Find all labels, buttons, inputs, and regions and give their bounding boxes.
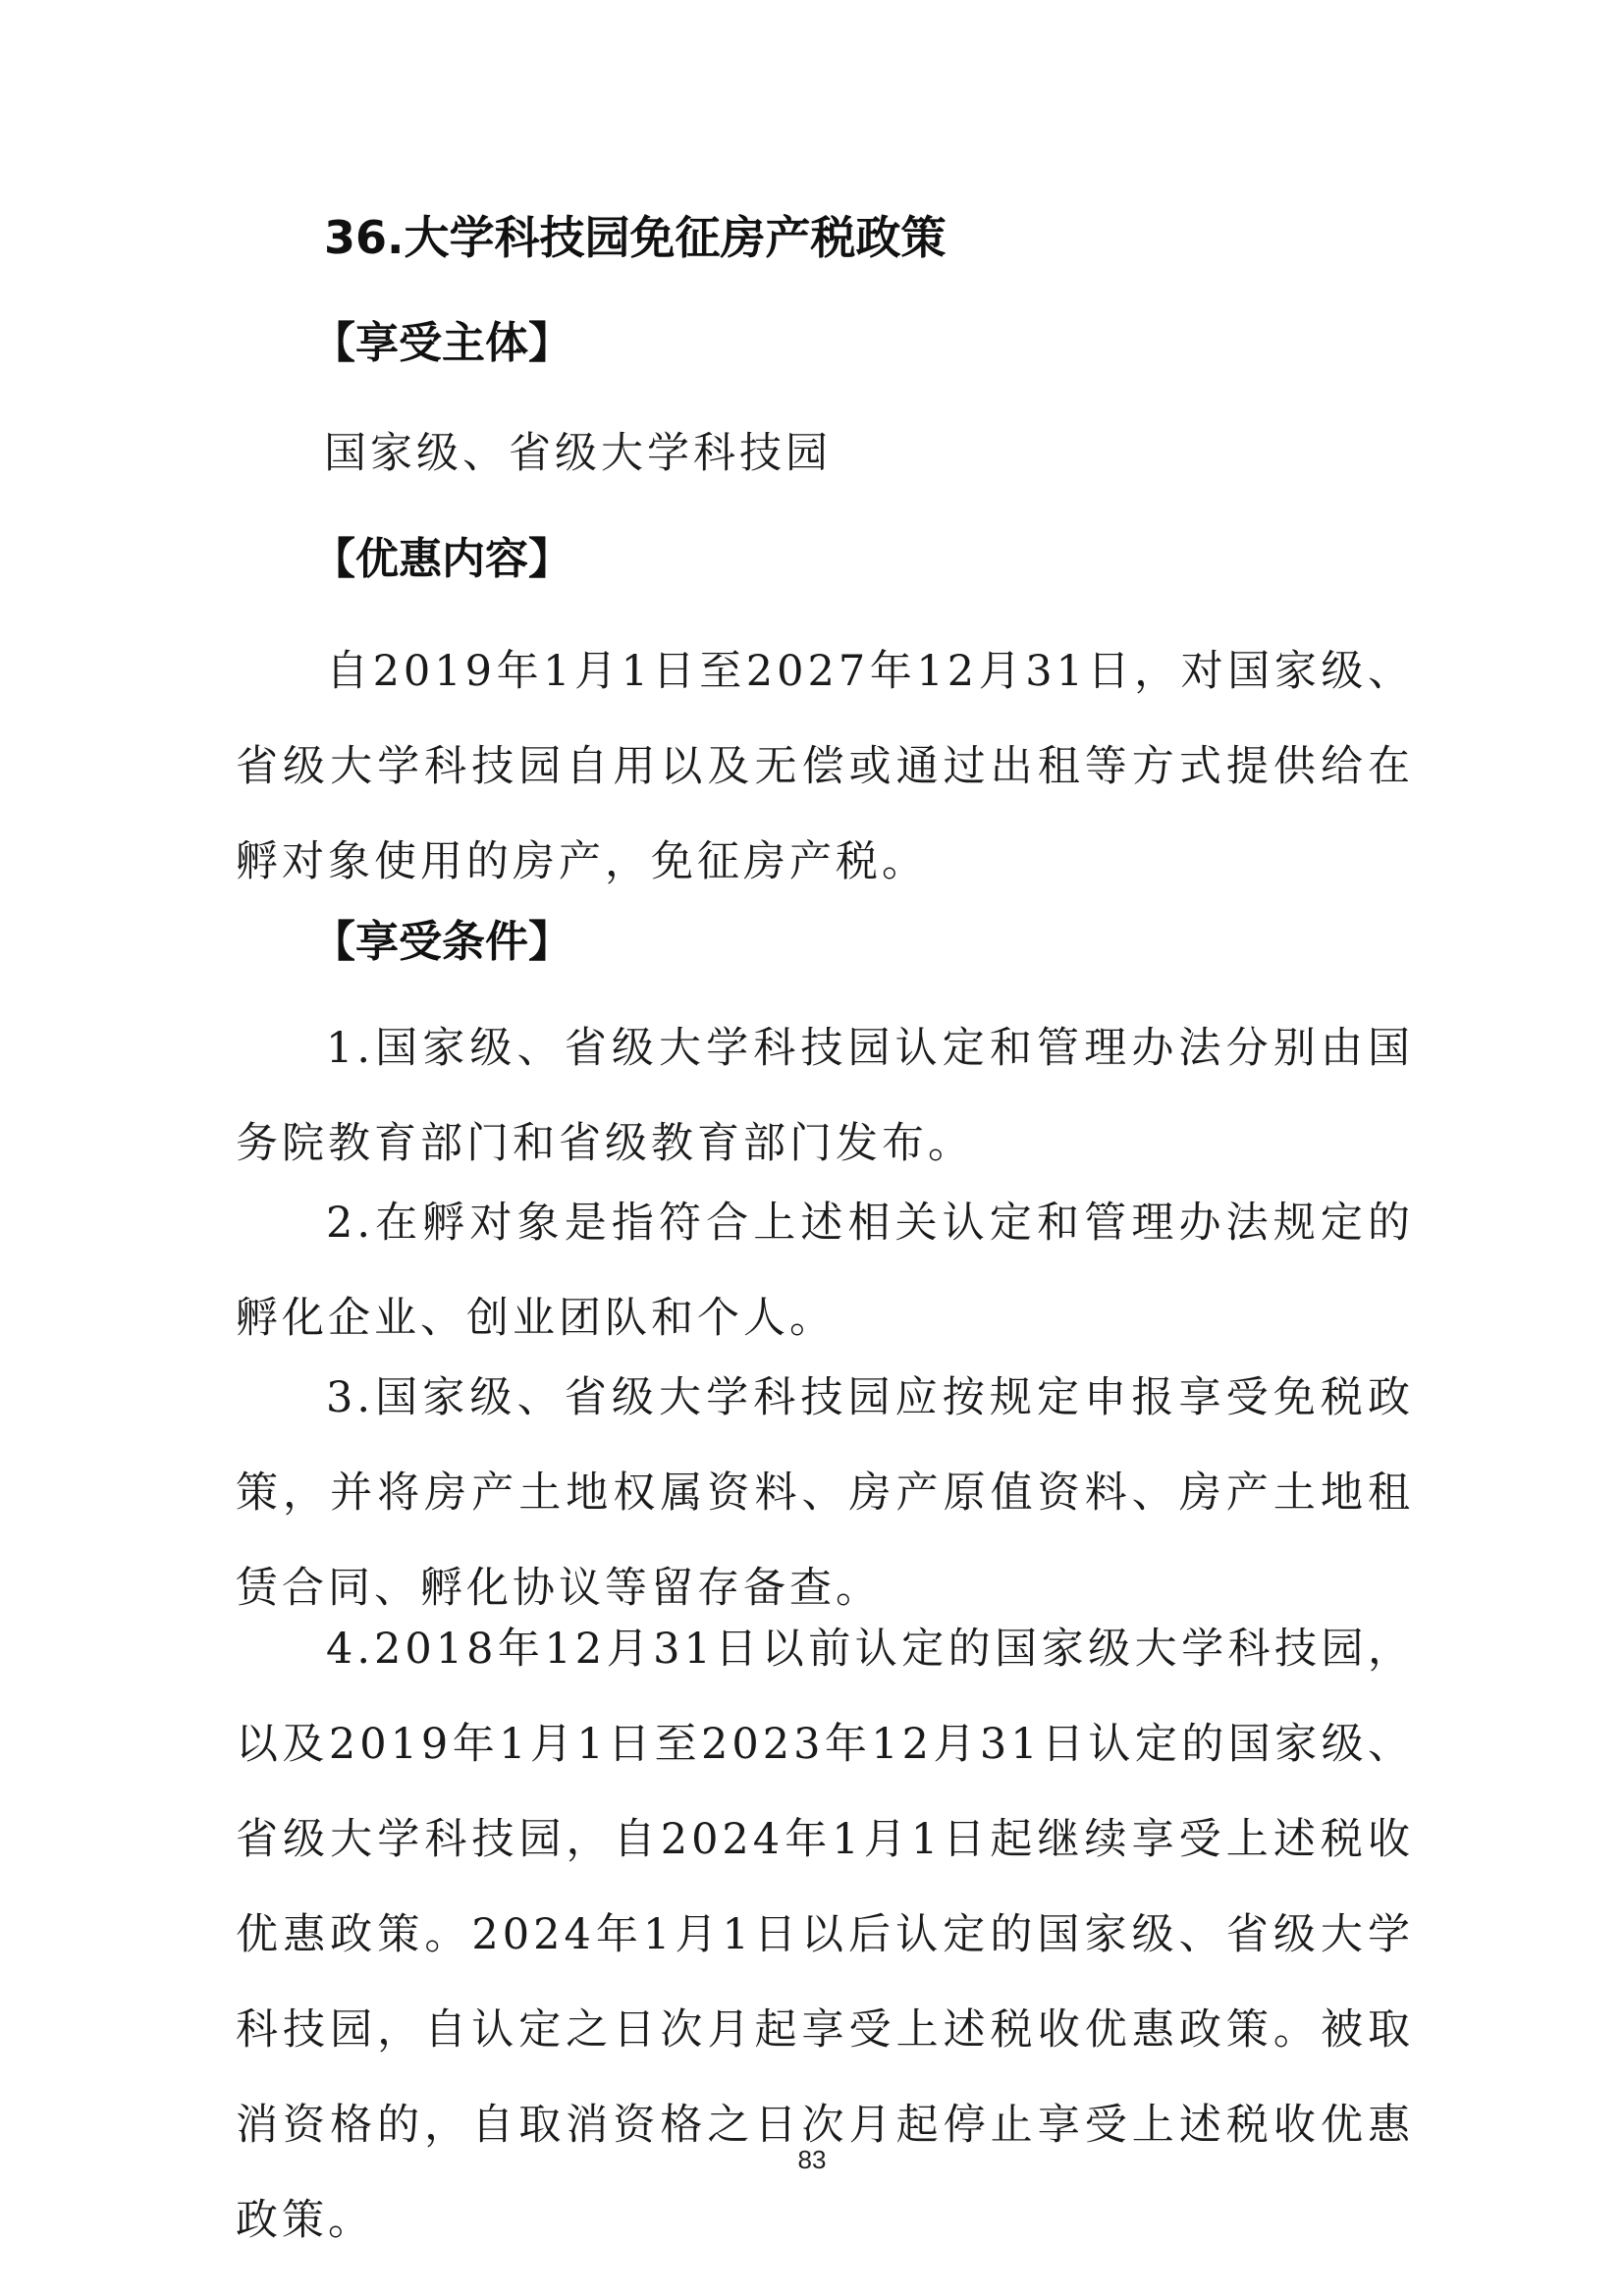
beneficiary-text: 国家级、省级大学科技园	[324, 429, 832, 478]
section-heading-beneficiary: 【享受主体】	[312, 318, 571, 368]
page-number: 83	[797, 2145, 827, 2174]
section-heading-benefit: 【优惠内容】	[312, 534, 571, 584]
section-heading-conditions: 【享受条件】	[312, 917, 571, 967]
condition-item-2: 2.在孵对象是指符合上述相关认定和管理办法规定的孵化企业、创业团队和个人。	[236, 1199, 1414, 1343]
condition-item-3: 3.国家级、省级大学科技园应按规定申报享受免税政策，并将房产土地权属资料、房产原值资料、房产土地租赁合同、孵化协议等留存备查。	[236, 1373, 1414, 1613]
condition-item-1: 1.国家级、省级大学科技园认定和管理办法分别由国务院教育部门和省级教育部门发布。	[236, 1024, 1414, 1168]
condition-item-4: 4.2018年12月31日以前认定的国家级大学科技园，以及2019年1月1日至2023年12月31日认定的国家级、省级大学科技园，自2024年1月1日起继续享受上述税收优惠政策。2024年1月1日以后认定的国家级、省级大学科技园，自认定之日次月起享受上述税收优惠政策。被取消资格的，自取消资格之日次月起停止享受上述税收优惠政策。	[236, 1625, 1414, 2245]
benefit-paragraph: 自2019年1月1日至2027年12月31日，对国家级、省级大学科技园自用以及无偿或通过出租等方式提供给在孵对象使用的房产，免征房产税。	[236, 647, 1414, 886]
policy-title: 36.大学科技园免征房产税政策	[324, 211, 947, 264]
